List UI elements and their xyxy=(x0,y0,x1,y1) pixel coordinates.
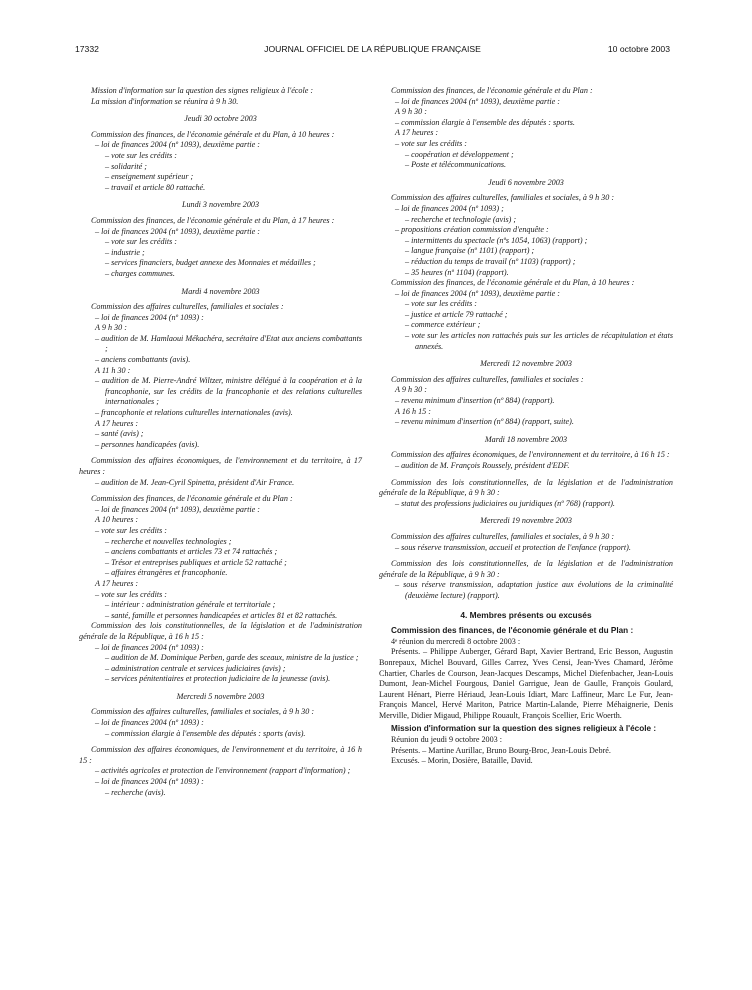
right-paragraph: – coopération et développement ; xyxy=(405,149,514,159)
left-column xyxy=(79,86,362,798)
left-paragraph: Commission des finances, de l'économie générale et du Plan : xyxy=(91,494,293,504)
left-paragraph: – audition de M. Hamlaoui Mékachéra, secrétaire d'Etat aux anciens combattants ; xyxy=(95,333,362,354)
right-paragraph: – audition de M. François Roussely, président d'EDF. xyxy=(395,461,570,470)
right-paragraph: – vote sur les articles non rattachés puis sur les articles de récapitulation et états annexés. xyxy=(405,331,673,351)
right-paragraph: – sous réserve transmission, adaptation justice aux évolutions de la criminalité (deuxième lecture) (rapport). xyxy=(395,580,673,600)
right-paragraph: – loi de finances 2004 (nº 1093) ; xyxy=(395,203,504,213)
right-paragraph: – réduction du temps de travail (nº 1103) (rapport) ; xyxy=(405,256,576,266)
right-paragraph: Mission d'information sur la question des signes religieux à l'école : xyxy=(391,724,657,734)
right-paragraph: Commission des lois constitutionnelles, de la législation et de l'administration générale de la République, à 9 h 30 : xyxy=(379,559,673,579)
left-paragraph: Commission des affaires culturelles, familiales et sociales : xyxy=(91,302,284,312)
left-paragraph: – activités agricoles et protection de l'environnement (rapport d'information) ; xyxy=(95,766,351,776)
right-paragraph: – 35 heures (nº 1104) (rapport). xyxy=(405,267,509,277)
page-header xyxy=(75,44,670,58)
left-paragraph: La mission d'information se réunira à 9 h 30. xyxy=(91,96,239,106)
left-paragraph: Commission des affaires économiques, de l'environnement et du territoire, à 16 h 15 : xyxy=(79,745,362,765)
issue-date: 10 octobre 2003 xyxy=(607,44,670,54)
right-paragraph: – revenu minimum d'insertion (nº 884) (rapport). xyxy=(395,396,555,406)
right-paragraph: Commission des finances, de l'économie générale et du Plan : xyxy=(391,86,593,95)
right-paragraph: – statut des professions judiciaires ou juridiques (nº 768) (rapport). xyxy=(395,498,615,508)
right-paragraph: – Poste et télécommunications. xyxy=(405,160,507,170)
left-paragraph: – loi de finances 2004 (nº 1093) : xyxy=(95,312,204,322)
left-paragraph: – industrie ; xyxy=(105,247,145,257)
left-paragraph: Commission des finances, de l'économie générale et du Plan, à 10 heures : xyxy=(91,129,335,139)
right-paragraph: – intermittents du spectacle (nºs 1054, 1063) (rapport) ; xyxy=(405,235,588,245)
left-paragraph: A 17 heures : xyxy=(95,578,139,588)
right-paragraph: Jeudi 6 novembre 2003 xyxy=(488,177,564,187)
right-paragraph: Excusés. – Morin, Dosière, Bataille, David. xyxy=(391,756,533,766)
left-paragraph: Mardi 4 novembre 2003 xyxy=(181,286,260,296)
left-paragraph: – personnes handicapées (avis). xyxy=(95,439,200,449)
right-paragraph: – vote sur les crédits : xyxy=(405,299,477,309)
left-paragraph: – Trésor et entreprises publiques et article 52 rattaché ; xyxy=(105,557,287,567)
left-paragraph: Commission des finances, de l'économie générale et du Plan, à 17 heures : xyxy=(91,215,335,225)
left-paragraph: – santé (avis) ; xyxy=(95,429,144,439)
left-paragraph: A 17 heures : xyxy=(95,418,139,428)
left-paragraph: Jeudi 30 octobre 2003 xyxy=(184,114,257,124)
right-paragraph: Commission des finances, de l'économie générale et du Plan, à 10 heures : xyxy=(391,278,635,288)
right-paragraph: – commerce extérieur ; xyxy=(405,320,481,330)
right-paragraph: Commission des affaires culturelles, familiales et sociales, à 9 h 30 : xyxy=(391,193,615,203)
right-paragraph: – commission élargie à l'ensemble des députés : sports. xyxy=(395,117,575,127)
left-paragraph: – enseignement supérieur ; xyxy=(105,172,194,182)
left-paragraph: – services financiers, budget annexe des Monnaies et médailles ; xyxy=(105,258,316,268)
left-paragraph: – loi de finances 2004 (nº 1093) : xyxy=(95,642,204,652)
right-paragraph: – recherche et technologie (avis) ; xyxy=(405,214,517,224)
right-paragraph: – loi de finances 2004 (nº 1093), deuxième partie : xyxy=(395,288,560,298)
left-paragraph: Mission d'information sur la question des signes religieux à l'école : xyxy=(91,86,314,95)
right-paragraph: – langue française (nº 1101) (rapport) ; xyxy=(405,246,535,256)
left-paragraph: A 11 h 30 : xyxy=(95,365,131,375)
right-paragraph: A 9 h 30 : xyxy=(395,107,427,117)
left-paragraph: – vote sur les crédits : xyxy=(105,150,177,160)
left-paragraph: Commission des lois constitutionnelles, de la législation et de l'administration générale de la République, à 16 h 15 : xyxy=(79,621,362,641)
left-paragraph: – loi de finances 2004 (nº 1093) : xyxy=(95,718,204,728)
left-paragraph: – vote sur les crédits : xyxy=(105,237,177,247)
left-paragraph: Commission des affaires économiques, de l'environnement et du territoire, à 17 heures : xyxy=(79,456,362,476)
left-paragraph: A 10 heures : xyxy=(95,515,139,525)
left-paragraph: – santé, famille et personnes handicapées et articles 81 et 82 rattachés. xyxy=(105,610,338,620)
left-paragraph: – recherche et nouvelles technologies ; xyxy=(105,536,232,546)
left-paragraph: – intérieur : administration générale et territoriale ; xyxy=(105,600,276,610)
right-paragraph: Commission des finances, de l'économie générale et du Plan : xyxy=(391,626,634,636)
left-paragraph: – recherche (avis). xyxy=(105,787,166,797)
left-paragraph: – loi de finances 2004 (nº 1093), deuxième partie : xyxy=(95,226,260,236)
right-paragraph: 4. Membres présents ou excusés xyxy=(460,609,592,620)
right-paragraph: – revenu minimum d'insertion (nº 884) (rapport, suite). xyxy=(395,417,574,427)
right-paragraph: Présents. – Philippe Auberger, Gérard Bapt, Xavier Bertrand, Eric Besson, Augustin Bonrepaux, Michel Bouvard, Gilles Carrez, Yves Censi, Jean-Yves Chamard, Jérôme Chartier, Charles de Courson, Jean-Jacques Descamps, Michel Diefenbacher, Jean-Louis Dumont, Jean-Michel Fourgous, Daniel Garrigue, Jean de Gaulle, François Goulard, Laurent Hénart, Pierre Hériaud, Jean-Louis Idiart, Marc Laffineur, Marc Le Fur, Jean-François Mancel, Hervé Mariton, Patrice Martin-Lalande, Pierre Méhaignerie, Denis Merville, Didier Migaud, Philippe Rouault, François Scellier, Eric Woerth. xyxy=(379,647,673,720)
journal-title: JOURNAL OFFICIEL DE LA RÉPUBLIQUE FRANÇAISE xyxy=(264,44,481,54)
left-paragraph: – anciens combattants et articles 73 et 74 rattachés ; xyxy=(105,547,278,557)
left-paragraph: Lundi 3 novembre 2003 xyxy=(181,200,260,210)
left-paragraph: – vote sur les crédits : xyxy=(95,589,167,599)
right-paragraph: Commission des affaires culturelles, familiales et sociales, à 9 h 30 : xyxy=(391,531,615,541)
left-paragraph: – audition de M. Jean-Cyril Spinetta, président d'Air France. xyxy=(95,477,295,487)
right-paragraph: – propositions création commission d'enquête : xyxy=(395,225,549,235)
left-paragraph: – charges communes. xyxy=(105,268,175,278)
left-paragraph: – anciens combattants (avis). xyxy=(95,355,191,365)
left-paragraph: – administration centrale et services judiciaires (avis) ; xyxy=(105,663,286,673)
right-paragraph: – loi de finances 2004 (nº 1093), deuxième partie : xyxy=(395,96,560,106)
right-paragraph: A 9 h 30 : xyxy=(395,385,427,395)
right-paragraph: Commission des lois constitutionnelles, de la législation et de l'administration générale de la République, à 9 h 30 : xyxy=(379,477,673,498)
left-paragraph: – commission élargie à l'ensemble des députés : sports (avis). xyxy=(105,728,306,738)
left-paragraph: – services pénitentiaires et protection judiciaire de la jeunesse (avis). xyxy=(105,674,331,684)
right-paragraph: Réunion du jeudi 9 octobre 2003 : xyxy=(391,735,503,745)
left-paragraph: – audition de M. Pierre-André Wiltzer, ministre délégué à la coopération et à la francophonie, sur les crédits de la francophonie et des relations culturelles internationales ; xyxy=(95,376,362,407)
left-paragraph: – solidarité ; xyxy=(105,161,147,171)
left-paragraph: – loi de finances 2004 (nº 1093) : xyxy=(95,777,204,787)
right-paragraph: Commission des affaires culturelles, familiales et sociales : xyxy=(391,374,584,384)
right-paragraph: Commission des affaires économiques, de l'environnement et du territoire, à 16 h 15 : xyxy=(391,450,670,460)
right-column xyxy=(379,86,673,767)
right-paragraph: A 17 heures : xyxy=(395,128,439,138)
right-paragraph: Mardi 18 novembre 2003 xyxy=(484,434,568,444)
left-paragraph: – vote sur les crédits : xyxy=(95,525,167,535)
left-paragraph: – loi de finances 2004 (nº 1093), deuxième partie : xyxy=(95,140,260,150)
left-paragraph: Mercredi 5 novembre 2003 xyxy=(176,691,265,701)
left-paragraph: – travail et article 80 rattaché. xyxy=(105,182,206,192)
left-paragraph: – affaires étrangères et francophonie. xyxy=(105,568,228,578)
page-number: 17332 xyxy=(75,44,99,54)
right-paragraph: – sous réserve transmission, accueil et protection de l'enfance (rapport). xyxy=(395,542,631,552)
right-paragraph: A 16 h 15 : xyxy=(395,406,431,416)
left-paragraph: A 9 h 30 : xyxy=(95,323,127,333)
left-paragraph: – francophonie et relations culturelles internationales (avis). xyxy=(95,408,293,418)
left-paragraph: – audition de M. Dominique Perben, garde des sceaux, ministre de la justice ; xyxy=(105,653,359,663)
right-paragraph: 4ᵉ réunion du mercredi 8 octobre 2003 : xyxy=(391,636,521,646)
right-paragraph: Mercredi 12 novembre 2003 xyxy=(480,359,572,369)
left-paragraph: Commission des affaires culturelles, familiales et sociales, à 9 h 30 : xyxy=(91,707,315,717)
right-paragraph: – justice et article 79 rattaché ; xyxy=(405,309,508,319)
left-paragraph: – loi de finances 2004 (nº 1093), deuxième partie : xyxy=(95,504,260,514)
right-paragraph: – vote sur les crédits : xyxy=(395,138,467,148)
right-paragraph: Présents. – Martine Aurillac, Bruno Bourg-Broc, Jean-Louis Debré. xyxy=(391,745,611,755)
right-paragraph: Mercredi 19 novembre 2003 xyxy=(480,516,572,526)
